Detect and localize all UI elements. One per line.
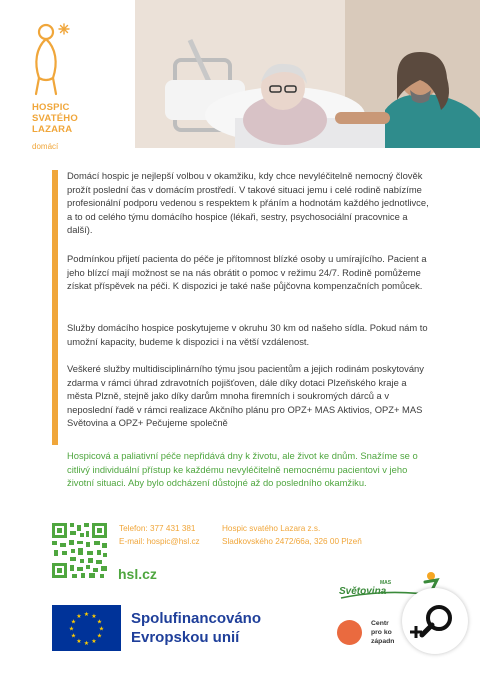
header-photo (135, 0, 480, 148)
admission-paragraph (67, 252, 432, 293)
contact-block (119, 522, 200, 548)
svg-text:★: ★ (91, 613, 97, 620)
svetovina-wordmark: Světovina (339, 586, 387, 597)
eu-cofunding-line-1: Spolufinancováno (131, 610, 262, 627)
svg-text:★: ★ (83, 611, 90, 618)
eu-cofunding-line-2: Evropskou unií (131, 629, 240, 646)
logo-line-2: SVATÉHO (32, 113, 78, 124)
hospic-logo (20, 18, 100, 151)
service-area-paragraph (67, 321, 432, 348)
qr-code[interactable] (52, 523, 107, 578)
address-block (222, 522, 362, 548)
street-address: Sladkovského 2472/66a, 326 00 Plzeň (222, 537, 362, 546)
centrum-line-3: západn (371, 638, 395, 645)
header (0, 0, 480, 151)
logo-line-3: LAZARA (32, 124, 73, 135)
intro-paragraph (67, 169, 432, 237)
svg-text:★: ★ (96, 632, 103, 640)
centrum-line-2: pro ko (371, 629, 392, 636)
email-address[interactable]: E-mail: hospic@hsl.cz (119, 537, 200, 546)
logo-subtitle: domácí (32, 142, 59, 151)
eu-cofunding-text (131, 609, 261, 647)
phone-number[interactable]: Telefon: 377 431 381 (119, 524, 196, 533)
intro-paragraph-text: Domácí hospic je nejlepší volbou v okamžiku, kdy chce nevyléčitelně nemocný člověk prožít poslední čas v domácím prostředí. V takové situaci jemu i celé rodině nabízíme profesionální podporu vedenou s respektem k přáním a hodnotám každého jednotlivce, a to od celého týmu domácího hospice (lékaři, sestry, psychosociální pracovnice a další). (67, 170, 429, 236)
zoom-in-button[interactable] (402, 588, 468, 654)
logo-line-1: HOSPIC (32, 102, 70, 113)
svg-text:★: ★ (76, 638, 82, 645)
svg-text:★: ★ (70, 618, 77, 626)
admission-paragraph-text: Podmínkou přijetí pacienta do péče je přítomnost blízké osoby u umírajícího. Pacient a jeho blízcí mají možnost se na nás obrátit o pomoc v režimu 24/7. Rodině pomůžeme získat příspěvek na péči. K dispozici je také naše půjčovna kompenzačních pomůcek. (67, 253, 427, 292)
centrum-logo-icon (337, 620, 362, 645)
zoom-in-icon (410, 596, 460, 646)
svg-text:★: ★ (98, 625, 105, 633)
eu-stars-icon (52, 605, 121, 651)
svg-text:★: ★ (91, 638, 97, 645)
website-link[interactable]: hsl.cz (118, 566, 157, 582)
centrum-text (371, 619, 394, 646)
qr-code-icon (52, 523, 107, 578)
svg-text:★: ★ (83, 640, 90, 647)
eu-flag-icon (52, 605, 121, 651)
caregiver-photo-illustration (135, 0, 480, 148)
centrum-line-1: Centr (371, 620, 389, 627)
funding-paragraph (67, 362, 432, 430)
mission-statement: Hospicová a paliativní péče nepřidává dny k životu, ale život ke dnům. Snažíme se o citlivý individuální přístup ke každému nevyléčitelně nemocnému pacientovi v jeho životní situaci. Aby bylo odcházení důstojné až do posledního okamžiku. (67, 450, 418, 489)
logo-wordmark (32, 102, 78, 135)
organization-name: Hospic svatého Lazara z.s. (222, 524, 321, 533)
service-area-paragraph-text: Služby domácího hospice poskytujeme v okruhu 30 km od našeho sídla. Pokud nám to umožní kapacity, budeme k dispozici i na větší vzdálenost. (67, 322, 428, 347)
funding-paragraph-text: Veškeré služby multidisciplinárního týmu jsou pacientům a jejich rodinám poskytovány zdarma v rámci úhrad zdravotních pojišťoven, dále díky dotaci Plzeňského kraje a města Plzně, stejně jako díky darům mnoha firemních i soukromých dárců a v neposlední řadě v rámci realizace Akčního plánu pro OPZ+ MAS Aktivios, OPZ+ MAS Světovina a OPZ+ Pečujeme společně (67, 363, 424, 429)
svg-text:★: ★ (70, 632, 77, 640)
svg-text:★: ★ (76, 613, 82, 620)
svg-text:★: ★ (68, 625, 75, 633)
hospic-figure-icon (26, 18, 86, 100)
accent-bar (52, 170, 58, 445)
svg-text:★: ★ (96, 618, 103, 626)
mas-label: MAS (380, 580, 392, 586)
